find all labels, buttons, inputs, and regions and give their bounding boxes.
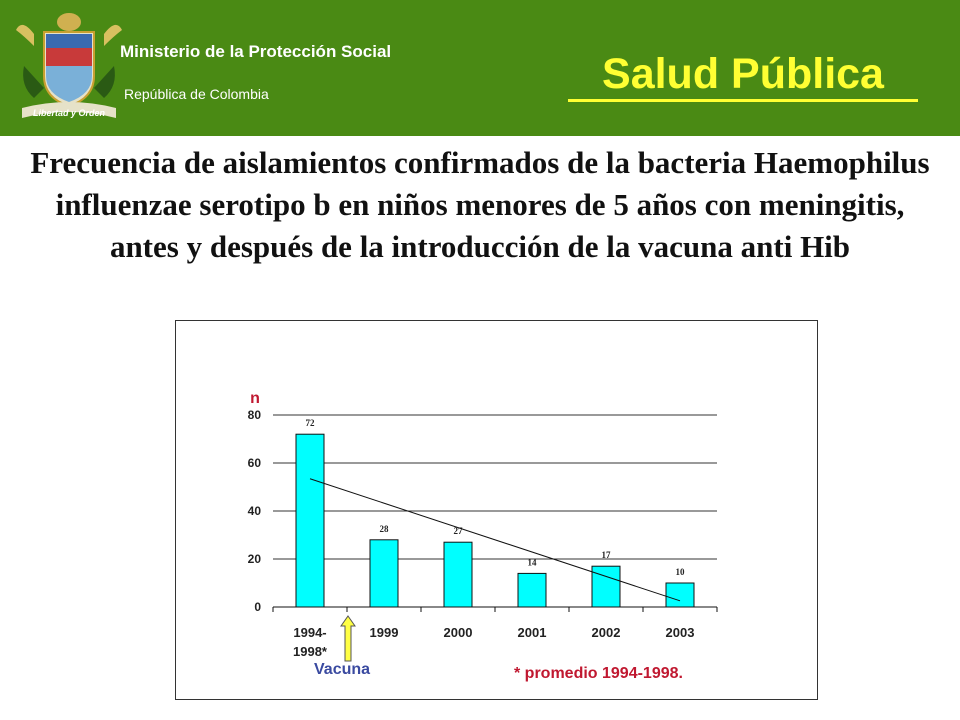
ministry-name: Ministerio de la Protección Social xyxy=(120,42,392,61)
x-tick-label: 2003 xyxy=(665,625,695,640)
y-axis-label: n xyxy=(250,390,260,407)
brand-underline xyxy=(568,99,918,102)
trendline xyxy=(310,479,680,601)
data-label: 17 xyxy=(601,550,611,561)
x-tick-label: 1998* xyxy=(293,644,327,659)
brand-title: Salud Pública xyxy=(602,50,884,98)
y-tick-label: 80 xyxy=(247,408,261,422)
y-tick-label: 20 xyxy=(247,552,261,566)
data-label: 14 xyxy=(527,557,537,568)
x-tick-label: 2001 xyxy=(517,625,547,640)
bar xyxy=(296,434,324,607)
bar xyxy=(666,583,694,607)
x-tick-label: 2002 xyxy=(591,625,621,640)
republic-name: República de Colombia xyxy=(124,86,269,102)
bar xyxy=(370,540,398,607)
trendline-line xyxy=(310,479,680,601)
chart-frame xyxy=(175,320,818,700)
data-labels xyxy=(306,418,686,577)
y-tick-label: 40 xyxy=(247,504,261,518)
bar xyxy=(592,566,620,607)
y-tick-label: 60 xyxy=(247,456,261,470)
arrow-up-icon xyxy=(341,616,355,661)
x-tick-label: 1994- xyxy=(293,625,327,640)
x-tick-label: 1999 xyxy=(369,625,399,640)
chart-footnote: * promedio 1994-1998. xyxy=(514,665,683,682)
page-title: Frecuencia de aislamientos confirmados de la bacteria Haemophilus influenzae serotipo b en niños menores de 5 años con meningitis, antes y después de la introducción de la vacuna anti Hib xyxy=(30,145,930,264)
data-label: 27 xyxy=(453,526,463,537)
x-tick-label: 2000 xyxy=(443,625,473,640)
bar xyxy=(444,542,472,607)
gridlines xyxy=(273,415,717,559)
bar xyxy=(518,573,546,607)
logo-motto: Libertad y Orden xyxy=(32,108,106,118)
coat-of-arms-logo xyxy=(14,6,124,128)
y-tick-label: 0 xyxy=(254,600,261,614)
data-label: 10 xyxy=(675,567,685,577)
data-label: 72 xyxy=(305,418,315,429)
bar-chart xyxy=(176,321,817,699)
bars xyxy=(296,434,694,607)
vaccine-annotation: Vacuna xyxy=(314,661,371,678)
header-band xyxy=(0,0,960,136)
data-label: 28 xyxy=(379,523,389,534)
